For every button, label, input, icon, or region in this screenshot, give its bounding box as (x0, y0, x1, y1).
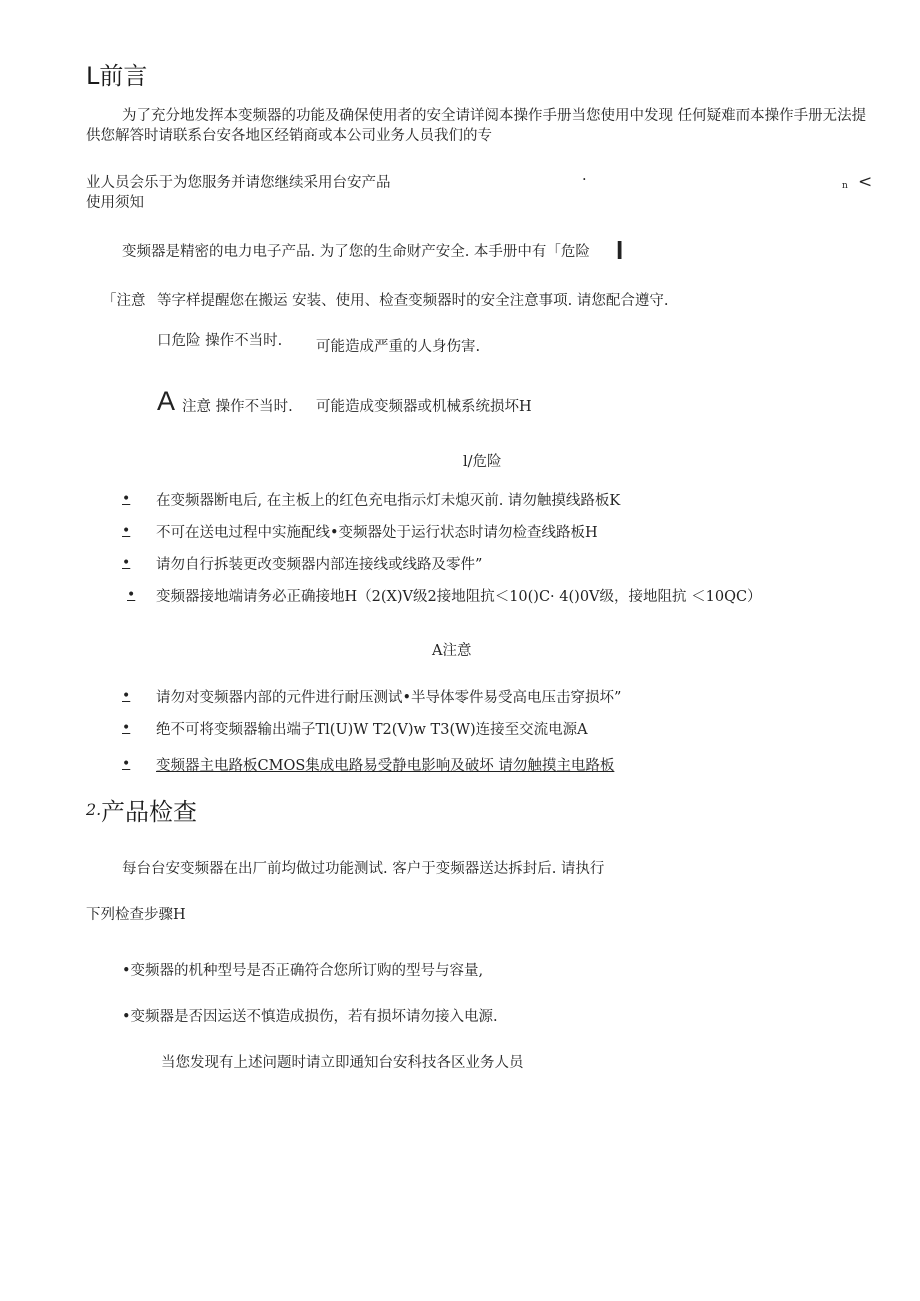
danger-definition-text: 可能造成严重的人身伤害. (316, 339, 481, 355)
caution-bullet-1: • (122, 688, 131, 704)
danger-item-3: 请勿自行拆装更改变频器内部连接线或线路及零件” (156, 557, 483, 573)
caution-symbol: A (157, 386, 176, 416)
inspection-paragraph-1: 每台台安变频器在出厂前均做过功能测试. 客户于变频器送达拆封后. 请执行 (122, 861, 605, 877)
caution-title: A注意 (432, 643, 472, 659)
inspection-item-1: •变频器的机种型号是否正确符合您所订购的型号与容量, (122, 963, 484, 979)
danger-definition-label: 口危险 操作不当时. (157, 333, 283, 349)
danger-item-4: 变频器接地端请务必正确接地H（2(X)V级2接地阻抗＜10()C· 4()0V级，接地阻抗 ＜10QC） (156, 589, 762, 605)
stray-mark-n: n (842, 181, 848, 191)
caution-definition-text: 可能造成变频器或机械系统损坏H (316, 399, 532, 415)
danger-bullet-1: • (122, 491, 131, 507)
inspection-footer: 当您发现有上述问题时请立即通知台安科技各区业务人员 (161, 1055, 524, 1071)
inspection-heading-number: 2. (86, 800, 102, 819)
caution-definition-label: 注意 操作不当时. (182, 399, 293, 415)
caution-item-3: 变频器主电路板CMOS集成电路易受静电影响及破坏 请勿触摸主电路板 (156, 758, 615, 774)
inspection-item-2: •变频器是否因运送不慎造成损伤，若有损坏请勿接入电源. (122, 1009, 498, 1025)
caution-bullet-3: • (122, 756, 131, 772)
danger-item-2: 不可在送电过程中实施配线•变频器处于运行状态时请勿检查线路板H (156, 525, 598, 541)
preface-paragraph-1: 为了充分地发挥本变频器的功能及确保使用者的安全请详阅本操作手册当您使用中发现 任何疑难而本操作手册无法提供您解答时请联系台安各地区经销商或本公司业务人员我们的专 (86, 108, 867, 144)
inspection-heading: 产品检查 (101, 798, 197, 826)
stray-dot: · (582, 172, 587, 188)
notice-heading: 使用须知 (86, 195, 144, 211)
caution-item-1: 请勿对变频器内部的元件进行耐压测试•半导体零件易受高电压击穿损坏” (156, 690, 622, 706)
danger-bullet-4: • (127, 587, 136, 603)
notice-intro-line-1: 变频器是精密的电力电子产品. 为了您的生命财产安全. 本手册中有「危险 (122, 244, 590, 260)
preface-heading: L前言 (86, 62, 148, 90)
danger-bullet-3: • (122, 555, 131, 571)
notice-intro-bar: I (616, 235, 624, 265)
danger-bullet-2: • (122, 523, 131, 539)
danger-title: l/危险 (463, 454, 502, 470)
notice-intro-line-2: 等字样提醒您在搬运 安装、使用、检查变频器时的安全注意事项. 请您配合遵守. (157, 293, 669, 309)
inspection-paragraph-2: 下列检查步骤H (86, 907, 186, 923)
danger-item-1: 在变频器断电后, 在主板上的红色充电指示灯未熄灭前. 请勿触摸线路板K (156, 493, 621, 509)
caution-bullet-2: • (122, 720, 131, 736)
caution-item-2: 绝不可将变频器输出端子Tl(U)W T2(V)w T3(W)连接至交流电源A (156, 722, 588, 738)
notice-caution-label: 「注意 (102, 293, 146, 309)
preface-paragraph-2: 业人员会乐于为您服务并请您继续采用台安产品 (86, 175, 391, 191)
stray-mark-lt: < (858, 172, 873, 192)
